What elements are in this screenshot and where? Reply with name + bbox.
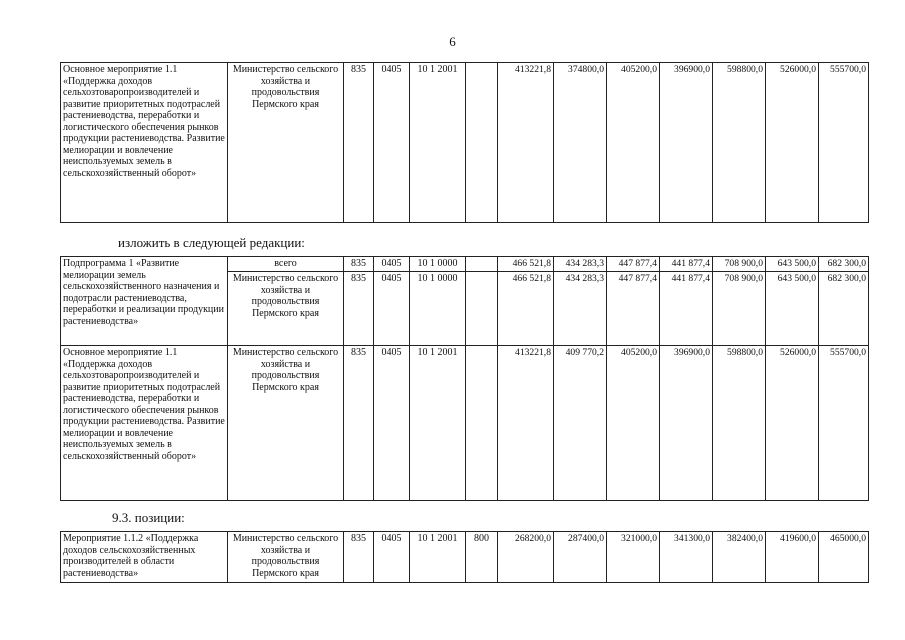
value-cell: 287400,0: [554, 532, 607, 583]
value-cell: 405200,0: [607, 63, 660, 223]
value-cell: 643 500,0: [766, 257, 819, 272]
value-cell: 441 877,4: [660, 272, 713, 346]
target-article-code: 10 1 2001: [410, 532, 466, 583]
executor-cell: Министерство сельского хозяйства и продовольствия Пермского края: [228, 272, 344, 346]
value-cell: 466 521,8: [498, 257, 554, 272]
expense-type-code: 800: [466, 532, 498, 583]
target-article-code: 10 1 2001: [410, 346, 466, 501]
value-cell: 643 500,0: [766, 272, 819, 346]
expense-type-code: [466, 63, 498, 223]
executor-cell: Министерство сельского хозяйства и продовольствия Пермского края: [228, 346, 344, 501]
measure-description: Мероприятие 1.1.2 «Поддержка доходов сельскохозяйственных производителей в области растениеводства»: [61, 532, 228, 583]
value-cell: 598800,0: [713, 346, 766, 501]
subprogram-description: Подпрограмма 1 «Развитие мелиорации земель сельскохозяйственного назначения и подотрасли растениеводства, переработки и реализации продукции растениеводства»: [61, 257, 228, 346]
executor-cell: всего: [228, 257, 344, 272]
value-cell: 682 300,0: [819, 272, 869, 346]
value-cell: 708 900,0: [713, 257, 766, 272]
table-row: [61, 63, 869, 223]
measure-description: Основное мероприятие 1.1 «Поддержка доходов сельхозтоваропроизводителей и развитие приоритетных подотраслей растениеводства, переработки и логистического обеспечения рынков продукции растениеводства. Развитие мелиорации и вовлечение неиспользуемых земель в сельскохозяйственный оборот»: [61, 63, 228, 223]
target-article-code: 10 1 2001: [410, 63, 466, 223]
section-code: 0405: [374, 257, 410, 272]
value-cell: 466 521,8: [498, 272, 554, 346]
value-cell: 396900,0: [660, 63, 713, 223]
value-cell: 526000,0: [766, 346, 819, 501]
value-cell: 413221,8: [498, 346, 554, 501]
section-code: 0405: [374, 346, 410, 501]
executor-cell: Министерство сельского хозяйства и продовольствия Пермского края: [228, 532, 344, 583]
value-cell: 526000,0: [766, 63, 819, 223]
table-new-version: [60, 256, 869, 501]
target-article-code: 10 1 0000: [410, 272, 466, 346]
value-cell: 682 300,0: [819, 257, 869, 272]
section-code: 0405: [374, 63, 410, 223]
value-cell: 405200,0: [607, 346, 660, 501]
value-cell: 465000,0: [819, 532, 869, 583]
section-heading: 9.3. позиции:: [112, 510, 185, 525]
table-original-position: [60, 62, 869, 223]
grbs-code: 835: [344, 63, 374, 223]
grbs-code: 835: [344, 257, 374, 272]
value-cell: 321000,0: [607, 532, 660, 583]
value-cell: 447 877,4: [607, 257, 660, 272]
measure-description: Основное мероприятие 1.1 «Поддержка доходов сельхозтоваропроизводителей и развитие приоритетных подотраслей растениеводства, переработки и логистического обеспечения рынков продукции растениеводства. Развитие мелиорации и вовлечение неиспользуемых земель в сельскохозяйственный оборот»: [61, 346, 228, 501]
value-cell: 441 877,4: [660, 257, 713, 272]
value-cell: 708 900,0: [713, 272, 766, 346]
value-cell: 413221,8: [498, 63, 554, 223]
table-row: [61, 532, 869, 583]
value-cell: 447 877,4: [607, 272, 660, 346]
expense-type-code: [466, 346, 498, 501]
section-heading: изложить в следующей редакции:: [118, 235, 305, 250]
executor-cell: Министерство сельского хозяйства и продовольствия Пермского края: [228, 63, 344, 223]
value-cell: 374800,0: [554, 63, 607, 223]
value-cell: 555700,0: [819, 63, 869, 223]
expense-type-code: [466, 272, 498, 346]
grbs-code: 835: [344, 272, 374, 346]
value-cell: 598800,0: [713, 63, 766, 223]
table-row: [61, 257, 869, 272]
expense-type-code: [466, 257, 498, 272]
value-cell: 419600,0: [766, 532, 819, 583]
section-code: 0405: [374, 272, 410, 346]
target-article-code: 10 1 0000: [410, 257, 466, 272]
value-cell: 555700,0: [819, 346, 869, 501]
section-code: 0405: [374, 532, 410, 583]
grbs-code: 835: [344, 346, 374, 501]
page-number: 6: [449, 34, 456, 49]
value-cell: 396900,0: [660, 346, 713, 501]
value-cell: 382400,0: [713, 532, 766, 583]
value-cell: 409 770,2: [554, 346, 607, 501]
value-cell: 434 283,3: [554, 257, 607, 272]
table-positions: [60, 531, 869, 583]
table-row: [61, 346, 869, 501]
value-cell: 341300,0: [660, 532, 713, 583]
value-cell: 434 283,3: [554, 272, 607, 346]
value-cell: 268200,0: [498, 532, 554, 583]
grbs-code: 835: [344, 532, 374, 583]
